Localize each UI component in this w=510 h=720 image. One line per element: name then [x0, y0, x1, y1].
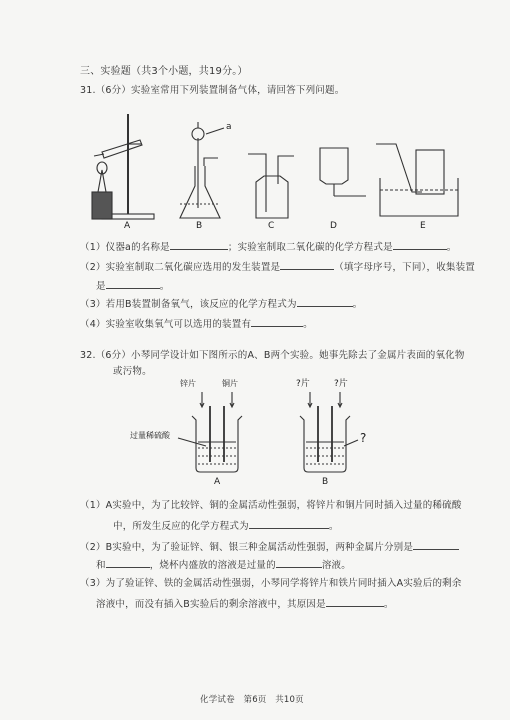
label-copper: 铜片 [222, 379, 238, 388]
q32-part1-cont: 中，所发生反应的化学方程式为 。 [113, 521, 339, 532]
answer-blank[interactable] [170, 240, 228, 250]
q31-part2: （2）实验室制取二氧化碳应选用的发生装置是 （填字母序号，下同），收集装置 [80, 262, 476, 273]
apparatus-b-icon [180, 122, 232, 231]
label-zinc: 锌片 [180, 379, 196, 388]
label-unknown-sheet-2: ?片 [334, 379, 348, 389]
answer-blank[interactable] [106, 279, 160, 289]
label-beaker-b: B [322, 477, 329, 487]
section-title: 三、实验题（共3个小题，共19分。） [80, 66, 248, 77]
q31-stem: 31.（6分）实验室常用下列装置制备气体，请回答下列问题。 [80, 85, 345, 96]
q31-apparatus-figure [80, 104, 480, 234]
label-apparatus-c: C [268, 221, 275, 231]
label-apparatus-a: A [124, 221, 131, 231]
label-apparatus-b: B [196, 221, 203, 231]
apparatus-d-icon [320, 148, 366, 231]
page-footer: 化学试卷 第6页 共10页 [200, 695, 304, 705]
q31-part2-cont: 是 。 [96, 281, 170, 292]
answer-blank[interactable] [276, 558, 322, 568]
answer-blank[interactable] [280, 260, 334, 270]
q32-part1: （1）A实验中，为了比较锌、铜的金属活动性强弱，将锌片和铜片同时插入过量的稀硫酸 [80, 500, 462, 511]
label-unknown-solution: ? [360, 431, 367, 445]
answer-blank[interactable] [393, 240, 447, 250]
label-a: a [226, 122, 232, 132]
label-beaker-a: A [214, 477, 221, 487]
answer-blank[interactable] [106, 558, 150, 568]
q32-part3: （3）为了验证锌、铁的金属活动性强弱，小琴同学将锌片和铁片同时插入A实验后的剩余 [80, 578, 462, 589]
label-apparatus-e: E [420, 221, 426, 231]
q31-part1: （1）仪器a的名称是 ；实验室制取二氧化碳的化学方程式是 。 [80, 242, 457, 253]
q32-stem-cont: 或污物。 [113, 366, 152, 377]
q32-stem: 32.（6分）小琴同学设计如下图所示的A、B两个实验。她事先除去了金属片表面的氧化物 [80, 350, 465, 361]
beaker-b-icon [296, 377, 366, 487]
label-unknown-sheet-1: ?片 [296, 379, 310, 389]
answer-blank[interactable] [413, 540, 459, 550]
q31-part3: （3）若用B装置制备氧气，该反应的化学方程式为 。 [80, 299, 363, 310]
label-acid: 过量稀硫酸 [130, 431, 170, 440]
q32-part2-cont: 和 ，烧杯内盛放的溶液是过量的 溶液。 [96, 560, 351, 571]
apparatus-e-icon [376, 144, 458, 231]
q31-part4: （4）实验室收集氧气可以选用的装置有 。 [80, 319, 313, 330]
beaker-a-icon [130, 378, 242, 487]
q32-beaker-figure [130, 372, 390, 492]
answer-blank[interactable] [326, 597, 384, 607]
apparatus-c-icon [248, 154, 294, 231]
answer-blank[interactable] [251, 317, 303, 327]
q32-part2: （2）B实验中，为了验证锌、铜、银三种金属活动性强弱，两种金属片分别是 [80, 540, 459, 554]
answer-blank[interactable] [249, 519, 329, 529]
label-apparatus-d: D [330, 221, 337, 231]
q32-part3-cont: 溶液中，而没有插入B实验后的剩余溶液中，其原因是 。 [96, 599, 394, 610]
answer-blank[interactable] [297, 297, 353, 307]
apparatus-a-icon [92, 114, 154, 231]
